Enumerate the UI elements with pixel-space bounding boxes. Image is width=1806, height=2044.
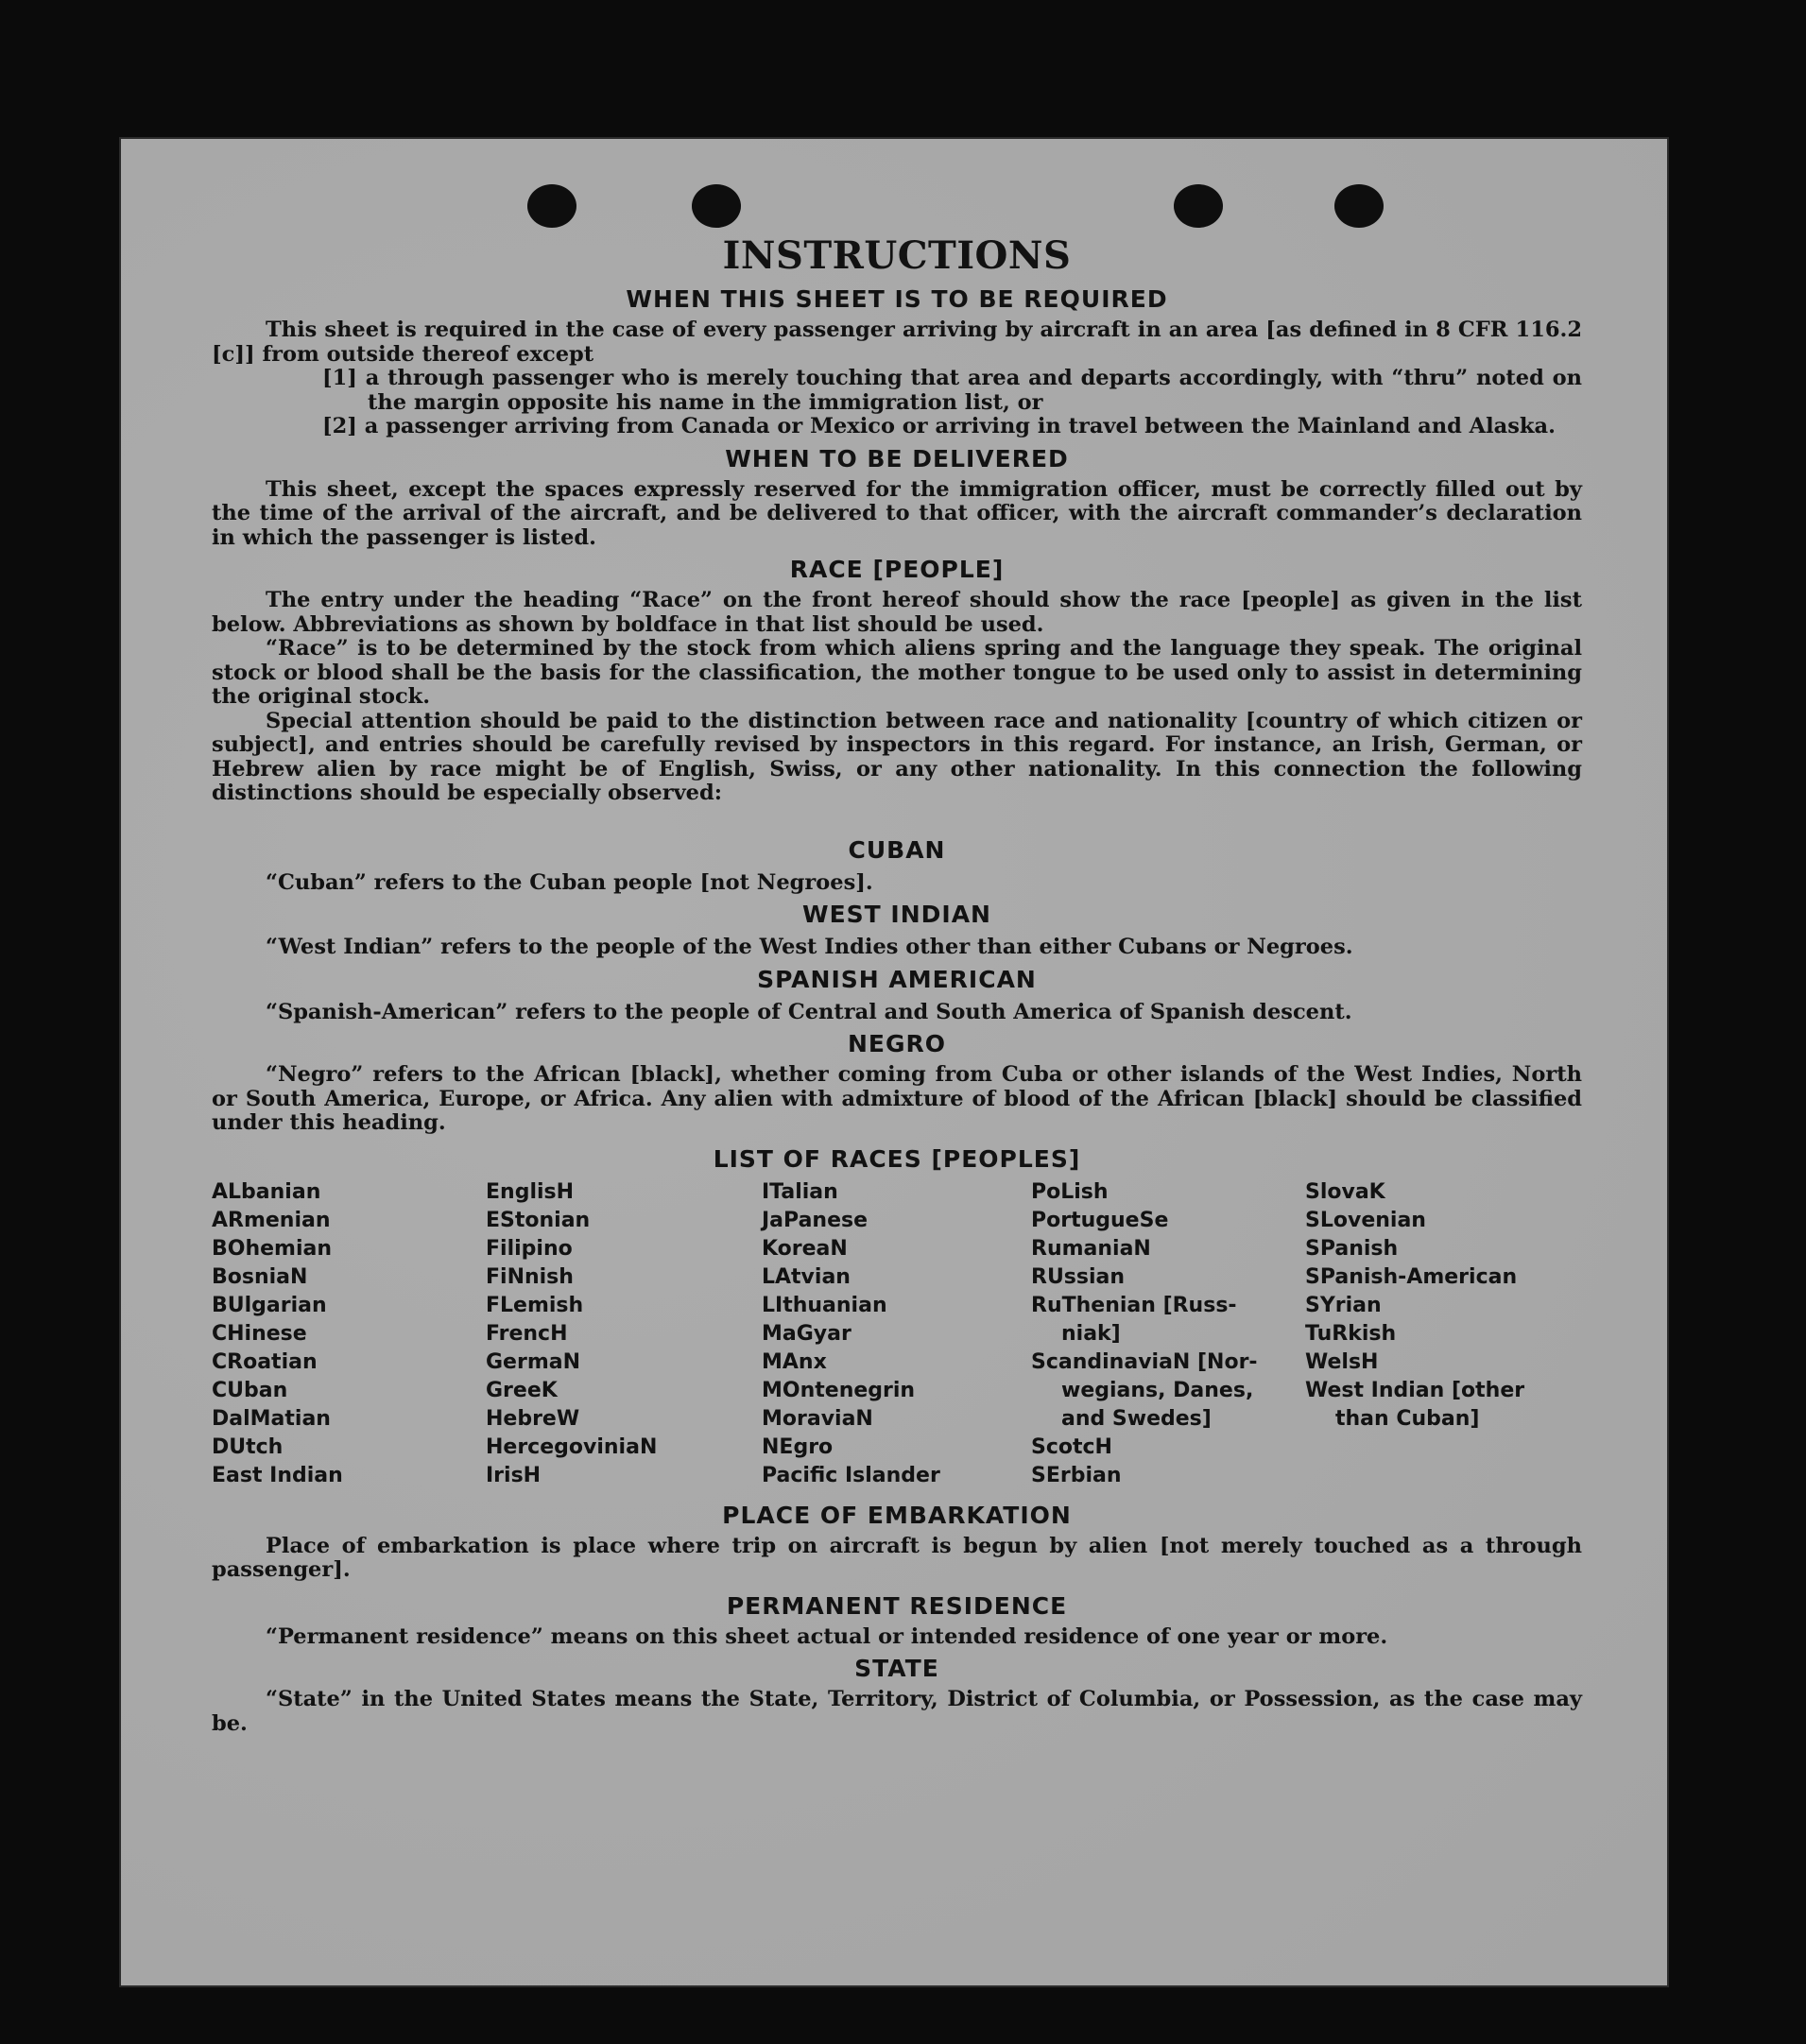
race-entry: SPanish-American: [1305, 1264, 1518, 1289]
punch-hole: [1174, 184, 1223, 228]
race-entry: GermaN: [486, 1349, 581, 1374]
race-entry: NEgro: [762, 1434, 834, 1459]
race-paragraph-1: The entry under the heading “Race” on the front hereof should show the race [people] as given in the list below. Abbreviations as shown by boldface in that list should be used.: [212, 588, 1582, 637]
race-entry: KoreaN: [762, 1236, 848, 1261]
race-entry: ALbanian: [212, 1179, 321, 1204]
race-entry: BUlgarian: [212, 1293, 327, 1317]
race-entry: TuRkish: [1305, 1321, 1397, 1346]
residence-text: “Permanent residence” means on this sheet actual or intended residence of one year or more.: [266, 1623, 1388, 1649]
negro-text: “Negro” refers to the African [black], whether coming from Cuba or other islands of the West Indies, North or South America, Europe, or Africa. Any alien with admixture of blood of the African [black] should be classified under this heading.: [212, 1062, 1582, 1135]
race-entry: GreeK: [486, 1378, 558, 1402]
required-intro: This sheet is required in the case of every passenger arriving by aircraft in an area [as defined in 8 CFR 116.2 [c]] from outside thereof except: [212, 318, 1582, 367]
race-entry: ScotcH: [1031, 1434, 1112, 1459]
race-entry: CHinese: [212, 1321, 307, 1346]
heading-cuban: CUBAN: [848, 835, 946, 864]
punch-hole: [1334, 184, 1384, 228]
race-entry: FiNnish: [486, 1264, 574, 1289]
race-entry: RuThenian [Russ-: [1031, 1293, 1237, 1317]
race-entry: ITalian: [762, 1179, 838, 1204]
delivered-text: This sheet, except the spaces expressly reserved for the immigration officer, must be correctly filled out by the time of the arrival of the aircraft, and be delivered to that officer, with the aircraft commander’s declaration in which the passenger is listed.: [212, 476, 1582, 550]
race-entry: SLovenian: [1305, 1208, 1426, 1232]
race-entry: DUtch: [212, 1434, 284, 1459]
heading-delivered: WHEN TO BE DELIVERED: [725, 444, 1069, 472]
race-entry: and Swedes]: [1061, 1406, 1212, 1431]
race-entry: niak]: [1061, 1321, 1121, 1346]
race-entry: EStonian: [486, 1208, 591, 1232]
page-title: INSTRUCTIONS: [722, 233, 1072, 278]
race-entry: RumaniaN: [1031, 1236, 1151, 1261]
races-column-4: [1031, 1178, 1305, 1490]
required-item-1: [1] a through passenger who is merely touching that area and departs accordingly, with “thru” noted on the margin opposite his name in the immigration list, or: [322, 366, 1582, 415]
heading-west-indian: WEST INDIAN: [802, 901, 991, 928]
punch-hole: [527, 184, 576, 228]
race-entry: Filipino: [486, 1236, 573, 1261]
race-entry: WelsH: [1305, 1349, 1379, 1374]
heading-list-of-races: LIST OF RACES [PEOPLES]: [713, 1144, 1081, 1173]
race-entry: PortugueSe: [1031, 1208, 1169, 1232]
race-entry: wegians, Danes,: [1061, 1378, 1254, 1402]
heading-required: WHEN THIS SHEET IS TO BE REQUIRED: [626, 285, 1168, 313]
cuban-text: “Cuban” refers to the Cuban people [not Negroes].: [266, 869, 873, 895]
embarkation-text: Place of embarkation is place where trip on aircraft is begun by alien [not merely touched as a through passenger].: [212, 1533, 1582, 1582]
race-entry: MAnx: [762, 1349, 827, 1374]
required-item-2: [2] a passenger arriving from Canada or Mexico or arriving in travel between the Mainland and Alaska.: [322, 414, 1556, 438]
race-entry: LIthuanian: [762, 1293, 887, 1317]
race-entry: MaGyar: [762, 1321, 851, 1346]
race-entry: RUssian: [1031, 1264, 1126, 1289]
sheet-content: [212, 233, 1582, 1736]
race-entry: LAtvian: [762, 1264, 851, 1289]
race-entry: PoLish: [1031, 1179, 1109, 1204]
race-entry: Pacific Islander: [762, 1463, 940, 1487]
race-entry: than Cuban]: [1335, 1406, 1480, 1431]
races-column-3: [762, 1178, 1031, 1490]
punch-hole: [692, 184, 741, 228]
race-entry: HercegoviniaN: [486, 1434, 658, 1459]
heading-state: STATE: [854, 1655, 939, 1682]
heading-embarkation: PLACE OF EMBARKATION: [722, 1501, 1072, 1529]
race-paragraph-2: “Race” is to be determined by the stock from which aliens spring and the language they speak. The original stock or blood shall be the basis for the classification, the mother tongue to be used only to assist in determining the original stock.: [212, 636, 1582, 709]
race-entry: SYrian: [1305, 1293, 1382, 1317]
race-entry: BosniaN: [212, 1264, 308, 1289]
races-list: [212, 1178, 1582, 1490]
race-entry: CRoatian: [212, 1349, 318, 1374]
races-column-2: [486, 1178, 762, 1490]
races-column-5: [1305, 1178, 1560, 1490]
race-entry: EnglisH: [486, 1179, 575, 1204]
race-entry: ScandinaviaN [Nor-: [1031, 1349, 1258, 1374]
heading-permanent-residence: PERMANENT RESIDENCE: [726, 1591, 1068, 1620]
west-indian-text: “West Indian” refers to the people of the West Indies other than either Cubans or Negroes.: [266, 935, 1353, 959]
races-column-1: [212, 1178, 486, 1490]
heading-spanish-american: SPANISH AMERICAN: [757, 965, 1037, 993]
race-paragraph-3: Special attention should be paid to the distinction between race and nationality [country of which citizen or subject], and entries should be carefully revised by inspectors in this regard. For instance, an Irish, German, or Hebrew alien by race might be of English, Swiss, or any other nationality. In this connection the following distinctions should be especially observed:: [212, 708, 1582, 805]
spanish-american-text: “Spanish-American” refers to the people of Central and South America of Spanish descent.: [266, 999, 1352, 1024]
race-entry: HebreW: [486, 1406, 580, 1431]
race-entry: ARmenian: [212, 1208, 331, 1232]
race-entry: SErbian: [1031, 1463, 1122, 1487]
race-entry: BOhemian: [212, 1236, 333, 1261]
race-entry: West Indian [other: [1305, 1378, 1525, 1402]
race-entry: SPanish: [1305, 1236, 1399, 1261]
race-entry: JaPanese: [762, 1208, 869, 1232]
race-entry: East Indian: [212, 1463, 343, 1487]
heading-race: RACE [PEOPLE]: [789, 556, 1005, 583]
race-entry: FLemish: [486, 1293, 584, 1317]
race-entry: SlovaK: [1305, 1179, 1385, 1204]
race-entry: MOntenegrin: [762, 1378, 916, 1402]
race-entry: IrisH: [486, 1463, 542, 1487]
state-text: “State” in the United States means the State, Territory, District of Columbia, or Possession, as the case may be.: [212, 1687, 1582, 1736]
race-entry: DalMatian: [212, 1406, 331, 1431]
race-entry: MoraviaN: [762, 1406, 873, 1431]
instruction-sheet: [119, 137, 1669, 1987]
race-entry: FrencH: [486, 1321, 568, 1346]
race-entry: CUban: [212, 1378, 288, 1402]
heading-negro: NEGRO: [847, 1030, 947, 1057]
